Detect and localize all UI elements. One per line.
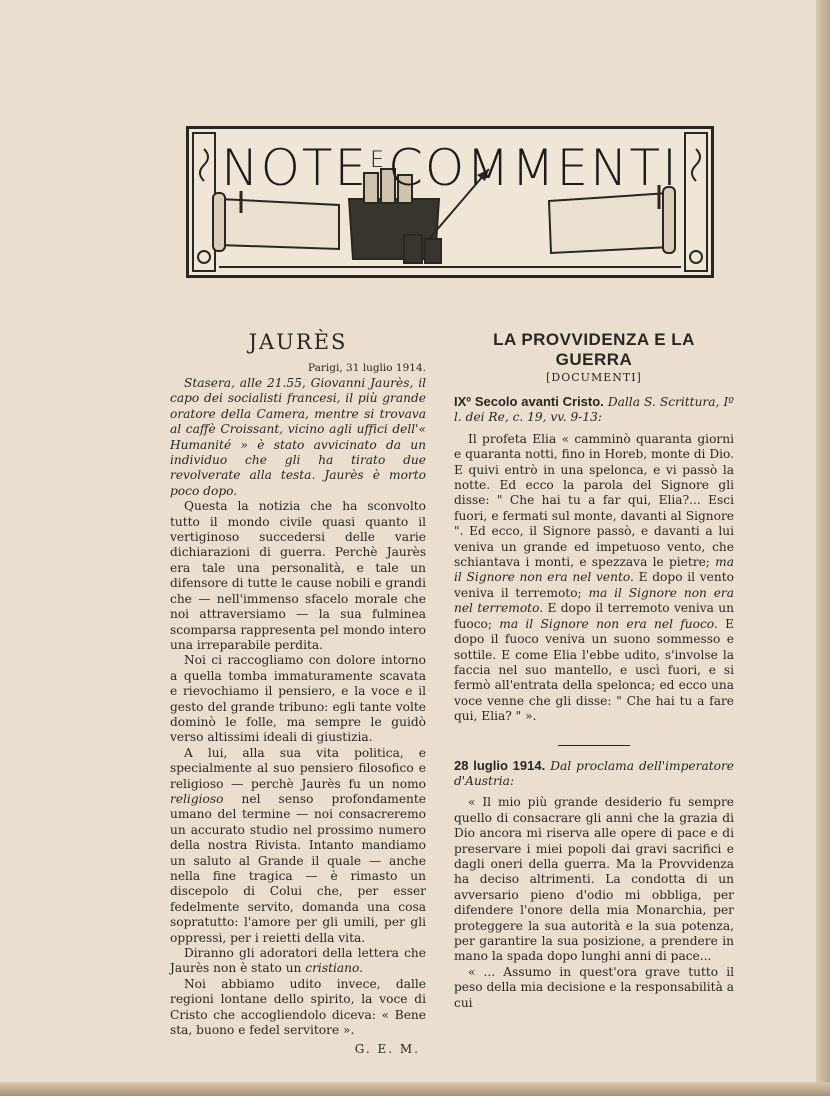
paragraph-1: Questa la notizia che ha sconvolto tutto il mondo civile quasi quanto il vertiginoso succedersi delle varie dichiarazioni di guerra. Perchè Jaurès era tale una personalità, e tale un difensore di tutte le cause nobili e grandi che — nell'immenso sfacelo morale che noi attraversiamo — la sua fulminea scomparsa rappresenta pel mondo intero una irreparabile perdita.: [170, 499, 426, 652]
documents-subtitle: [DOCUMENTI]: [546, 371, 642, 384]
banner-title-left: NOTE: [221, 139, 369, 197]
section-2-bold: 28 luglio 1914.: [454, 757, 546, 773]
section-2-paragraph-2: « ... Assumo in quest'ora grave tutto il peso della mia decisione e la responsabilità a cui: [454, 964, 734, 1010]
header-banner: [186, 126, 714, 278]
section-1-text: [454, 432, 734, 725]
section-2-heading: [454, 758, 734, 790]
paragraph-4: [170, 946, 426, 977]
s1-italic-b: ma il Signore non era nel terremoto.: [454, 585, 735, 616]
paragraph-3: [170, 746, 426, 946]
paragraph-2: Noi ci raccogliamo con dolore intorno a quella tomba immaturamente scavata e rievochiamo il pensiero, e la voce e il gesto del grande tribuno: egli tante volte dominò le folle, ma sempre le guidò verso altissimi ideali di giustizia.: [170, 653, 426, 745]
section-2-source: Dal proclama dell'imperatore d'Austria:: [454, 758, 734, 788]
section-1-heading: [454, 394, 734, 426]
s1-text-a: Il profeta Elia « camminò quaranta giorni e quaranta notti, fino in Horeb, monte di Dio. E quivi entrò in una spelonca, e vi passò la notte. Ed ecco la parola del Signore gli disse: " Che hai tu a far qui, Elia?... Esci fuori, e fermati sul monte, davanti al Signore ". Ed ecco, il Signore passò, e davanti a lui veniva un grande ed impetuoso vento, che schiantava i monti, e spezzava le pietre;: [454, 431, 734, 570]
section-2-paragraph-1: « Il mio più grande desiderio fu sempre quello di consacrare gli anni che la grazia di Dio ancora mi riserva alle opere di pace e di preservare i miei popoli dai gravi sacrifici e dagli oneri della guerra. Ma la Provvidenza ha deciso altrimenti. La condotta di un avversario pieno d'odio mi obbliga, per difendere l'onore della mia Monarchia, per proteggere la sua autorità e la sua potenza, per garantire la sua posizione, a prendere in mano la spada dopo lunghi anni di pace...: [454, 795, 734, 964]
intro-paragraph: Stasera, alle 21.55, Giovanni Jaurès, il capo dei socialisti francesi, il più grande oratore della Camera, mentre si trovava al caffè Croissant, vicino agli uffici dell'« Humanité » è stato avvicinato da un individuo che gli ha tirato due revolverate alla testa. Jaurès è morto poco dopo.: [170, 376, 426, 498]
left-column: [170, 330, 426, 1056]
page-bottom-edge: [0, 1082, 830, 1096]
paragraph-5: Noi abbiamo udito invece, dalle regioni lontane dello spirito, la voce di Cristo che accogliendolo diceva: « Bene sta, buono e fedel servitore ».: [170, 976, 426, 1038]
signature: G. E. M.: [354, 1042, 420, 1057]
s1-text-d: E dopo il fuoco veniva un suono sommesso e sottile. E come Elia l'ebbe udito, s'involse la faccia nel suo mantello, e uscì fuori, e si fermò all'entrata della spelonca; ed ecco una voce venne che gli disse: " Che hai tu a fare qui, Elia? " ».: [454, 616, 734, 724]
p3-text-a: A lui, alla sua vita politica, e specialmente al suo pensiero filosofico e religioso — perchè Jaurès fu un nomo: [170, 745, 426, 791]
section-divider: [558, 745, 630, 746]
banner-title: [189, 131, 711, 198]
section-1-bold: IXº Secolo avanti Cristo.: [454, 394, 604, 409]
page-edge: [816, 0, 830, 1096]
section-1-source: Dalla S. Scrittura, Iº l. dei Re, c. 19, vv. 9-13:: [454, 395, 734, 425]
p3-italic: religioso: [170, 791, 224, 806]
p4-text: Diranno gli adoratori della lettera che Jaurès non è stato un: [170, 946, 426, 976]
s1-text-c: E dopo il terremoto veniva un fuoco;: [454, 601, 735, 631]
banner-title-right: COMMENTI: [387, 139, 679, 197]
article-heading-provvidenza: LA PROVVIDENZA E LA GUERRA: [493, 330, 695, 369]
s1-italic-c: ma il Signore non era nel fuoco.: [499, 616, 718, 631]
p4-italic: cristiano.: [305, 961, 363, 976]
right-column: [454, 330, 734, 1011]
dateline: Parigi, 31 luglio 1914.: [308, 362, 426, 374]
banner-title-e: E: [370, 148, 386, 173]
article-heading-jaures: JAURÈS: [248, 330, 348, 354]
p3-text-b: nel senso profondamente umano del termine — noi consacreremo un accurato studio nel prossimo numero della nostra Rivista. Intanto mandiamo un saluto al Grande il quale — anche nella fine tragica — è rimasto un discepolo di Colui che, per esser fedelmente servito, domanda una cosa sopratutto: l'amore per gli umili, per gli oppressi, per i reietti della vita.: [170, 791, 426, 945]
s1-italic-a: ma il Signore non era nel vento.: [454, 555, 734, 585]
s1-text-b: E dopo il vento veniva il terremoto;: [454, 570, 734, 600]
